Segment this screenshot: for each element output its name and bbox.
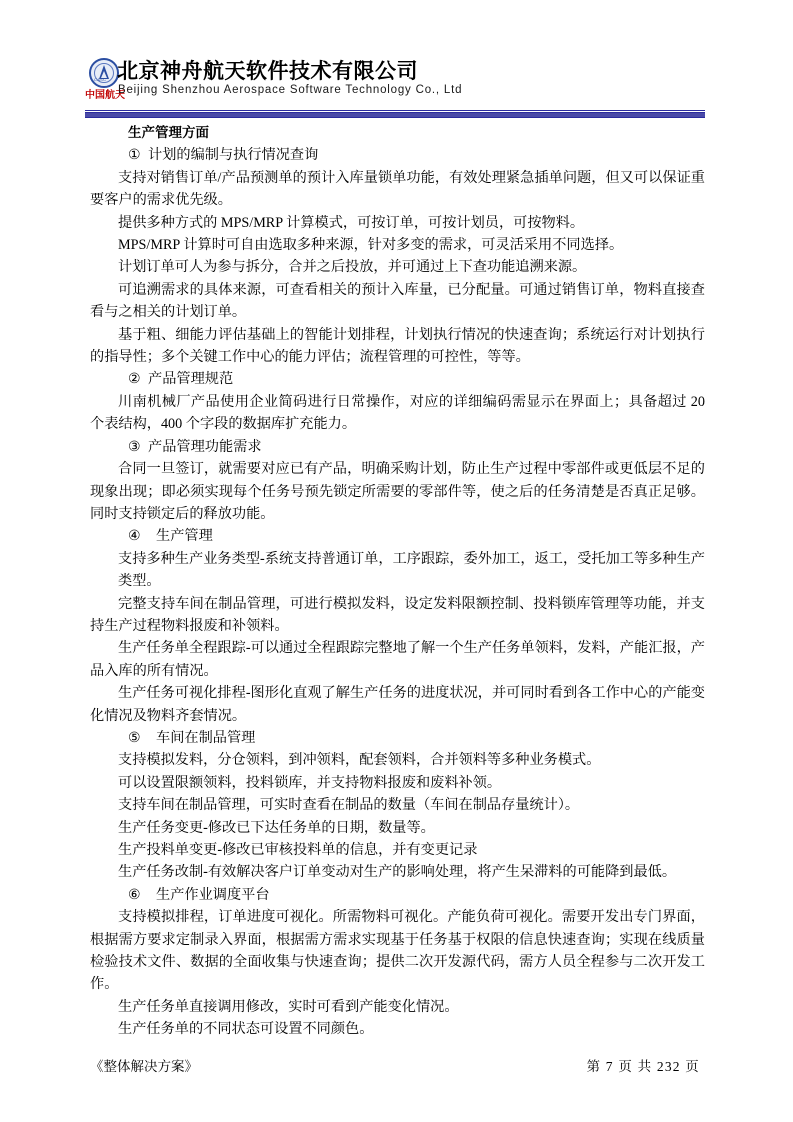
paragraph-1-3: MPS/MRP 计算时可自由选取多种来源，针对多变的需求，可灵活采用不同选择。 [118, 237, 624, 254]
section-heading: 生产管理方面 [128, 125, 209, 140]
company-name-en: Beijing Shenzhou Aerospace Software Technology Co., Ltd [118, 84, 463, 96]
paragraph-5-1: 支持模拟发料，分仓领料，到冲领料，配套领料，合并领料等多种业务模式。 [118, 752, 601, 769]
paragraph-2-1: 川南机械厂产品使用企业简码进行日常操作，对应的详细编码需显示在界面上；具备超过 20 个表结构，400 个字段的数据库扩充能力。 [90, 393, 705, 433]
company-name-cn: 北京神舟航天软件技术有限公司 [117, 60, 418, 83]
paragraph-4-1: 支持多种生产业务类型-系统支持普通订单，工序跟踪，委外加工，返工，受托加工等多种生产类型。 [118, 550, 705, 590]
paragraph-5-2: 可以设置限额领料，投料锁库，并支持物料报废和废料补领。 [118, 774, 502, 791]
list-marker-2: ② [128, 371, 141, 388]
list-item-title-1: 计划的编制与执行情况查询 [148, 147, 319, 164]
aerospace-emblem-icon [89, 58, 119, 88]
paragraph-1-4: 计划订单可人为参与拆分，合并之后投放，并可通过上下查功能追溯来源。 [118, 259, 587, 276]
list-item-heading-6 [128, 884, 705, 906]
emblem-mark-text: CASC [94, 77, 107, 82]
paragraph-4-4: 生产任务可视化排程-图形化直观了解生产任务的进度状况，并可同时看到各工作中心的产能变化情况及物料齐套情况。 [90, 685, 705, 724]
paragraph-1-1: 支持对销售订单/产品预测单的预计入库量锁单功能，有效处理紧急插单问题，但又可以保证重要客户的需求优先级。 [90, 169, 705, 209]
list-marker-1: ① [128, 147, 141, 164]
paragraph-5-6: 生产任务改制-有效解决客户订单变动对生产的影响处理，将产生呆滞料的可能降到最低。 [118, 864, 677, 881]
document-header [85, 55, 705, 113]
list-item-heading-4 [128, 525, 705, 547]
paragraph-5-5: 生产投料单变更-修改已审核投料单的信息，并有变更记录 [118, 842, 478, 858]
list-item-heading-5 [128, 727, 705, 749]
list-item-heading-1 [128, 144, 705, 166]
list-item-title-2: 产品管理规范 [148, 371, 234, 388]
paragraph-1-6: 基于粗、细能力评估基础上的智能计划排程，计划执行情况的快速查询；系统运行对计划执行的指导性；多个关键工作中心的能力评估；流程管理的可控性，等等。 [90, 326, 705, 366]
list-item-title-6: 生产作业调度平台 [156, 886, 270, 903]
paragraph-4-2: 完整支持车间在制品管理，可进行模拟发料，设定发料限额控制、投料锁库管理等功能，并支持生产过程物料报废和补领料。 [90, 595, 705, 634]
list-item-title-4: 生产管理 [156, 528, 213, 545]
list-item-title-5: 车间在制品管理 [156, 729, 256, 746]
list-item-heading-3 [128, 436, 705, 458]
paragraph-6-3: 生产任务单的不同状态可设置不同颜色。 [118, 1021, 374, 1038]
header-divider [85, 110, 705, 118]
paragraph-1-2: 提供多种方式的 MPS/MRP 计算模式，可按订单，可按计划员，可按物料。 [118, 214, 585, 231]
list-marker-4: ④ [128, 528, 141, 545]
document-footer [90, 1055, 700, 1075]
paragraph-3-1: 合同一旦签订，就需要对应已有产品，明确采购计划，防止生产过程中零部件或更低层不足的现象出现；即必须实现每个任务号预先锁定所需要的零部件等，使之后的任务清楚是否真正足够。同时支持锁定后的释放功能。 [90, 461, 705, 522]
list-item-heading-2 [128, 368, 705, 390]
list-item-title-3: 产品管理功能需求 [148, 438, 262, 455]
paragraph-5-4: 生产任务变更-修改已下达任务单的日期，数量等。 [118, 819, 435, 836]
footer-document-title: 《整体解决方案》 [90, 1059, 198, 1074]
paragraph-5-3: 支持车间在制品管理，可实时查看在制品的数量（车间在制品存量统计）。 [118, 797, 580, 814]
logo-chinese-mark: 中国航天 [85, 90, 125, 101]
paragraph-6-1: 支持模拟排程，订单进度可视化。所需物料可视化。产能负荷可视化。需要开发出专门界面，根据需方要求定制录入界面，根据需方需求实现基于任务基于权限的信息快速查询；实现在线质量检验技术文件、数据的全面收集与快速查询；提供二次开发源代码，需方人员全程参与二次开发工作。 [90, 909, 705, 993]
header-divider-thick-line [85, 112, 705, 118]
list-marker-3: ③ [128, 438, 141, 455]
list-marker-6: ⑥ [128, 886, 141, 903]
document-body [90, 122, 705, 1041]
paragraph-4-3: 生产任务单全程跟踪-可以通过全程跟踪完整地了解一个生产任务单领料，发料，产能汇报，产品入库的所有情况。 [90, 640, 705, 679]
paragraph-1-5: 可追溯需求的具体来源，可查看相关的预计入库量，已分配量。可通过销售订单，物料直接查看与之相关的计划订单。 [90, 281, 705, 321]
paragraph-6-2: 生产任务单直接调用修改，实时可看到产能变化情况。 [118, 998, 459, 1015]
list-marker-5: ⑤ [128, 729, 141, 746]
footer-page-number: 第 7 页 共 232 页 [586, 1059, 700, 1074]
